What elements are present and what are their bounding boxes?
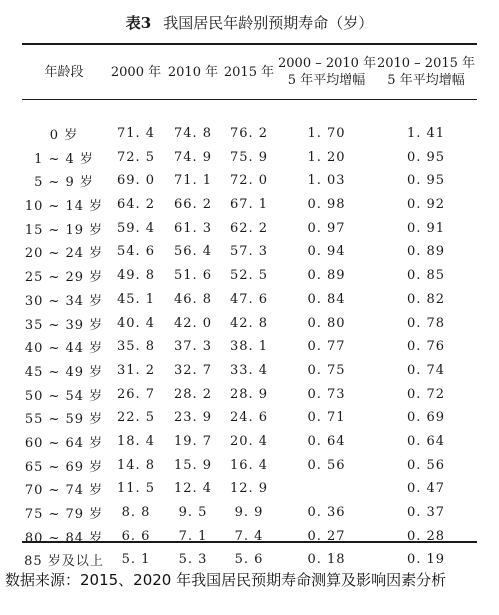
cell-increase-2000-2010: 0. 56 [307,457,346,473]
cell-value-2015: 42. 8 [229,315,269,331]
header-increase-2000-2010-label: 5 年平均增幅 [287,73,366,88]
cell-value-2015: 38. 1 [229,339,269,355]
cell-value-2000: 31. 2 [116,362,156,378]
cell-increase-2000-2010: 0. 71 [307,410,346,426]
header-year-2015: 2015 年 [223,64,275,80]
cell-increase-2000-2010: 0. 84 [307,291,346,307]
cell-age-group: 85 岁及以上 [24,554,104,570]
cell-value-2000: 26. 7 [116,386,156,402]
header-increase-2010-2015 [375,46,477,98]
table-row [22,335,477,359]
cell-age-group: 55 ~ 59 岁 [24,412,104,428]
cell-value-2000: 22. 5 [116,410,156,426]
cell-increase-2000-2010: 0. 36 [307,505,346,521]
table-body [22,98,477,572]
cell-value-2010: 42. 0 [173,315,213,331]
cell-value-2000: 6. 6 [121,528,151,544]
cell-increase-2010-2015: 0. 76 [406,339,446,355]
table-row [22,359,477,383]
header-increase-2010-2015-label: 5 年平均增幅 [387,73,465,88]
cell-increase-2010-2015: 0. 92 [406,197,446,213]
life-expectancy-table [22,46,477,572]
table-caption: 我国居民年龄别预期寿命（岁） [163,14,374,32]
cell-value-2000: 45. 1 [116,291,156,307]
cell-value-2000: 72. 5 [116,149,156,165]
cell-increase-2010-2015: 0. 37 [406,505,446,521]
cell-value-2015: 12. 9 [229,481,269,497]
cell-value-2015: 52. 5 [229,268,269,284]
table-row [22,169,477,193]
cell-increase-2000-2010: 0. 94 [307,244,346,260]
cell-age-group: 25 ~ 29 岁 [24,270,104,286]
cell-increase-2010-2015: 0. 95 [406,149,446,165]
table-row [22,382,477,406]
cell-increase-2010-2015: 0. 85 [406,268,446,284]
cell-value-2015: 76. 2 [229,126,269,142]
cell-value-2000: 8. 8 [121,505,151,521]
cell-increase-2000-2010: 1. 03 [307,173,346,189]
cell-value-2010: 28. 2 [173,386,213,402]
table-row [22,240,477,264]
cell-increase-2000-2010: 0. 75 [307,362,346,378]
table-row [22,501,477,525]
cell-increase-2000-2010: 0. 89 [307,268,346,284]
cell-age-group: 20 ~ 24 岁 [24,246,104,262]
cell-increase-2000-2010: 1. 20 [307,149,346,165]
cell-increase-2000-2010: 0. 27 [307,528,346,544]
header-increase-2010-2015-period: 2010 – 2015 年 [376,56,476,71]
cell-value-2000: 35. 8 [116,339,156,355]
cell-value-2015: 24. 6 [229,410,269,426]
source-note: 数据来源：2015、2020 年我国居民预期寿命测算及影响因素分析 [5,571,447,589]
cell-age-group: 75 ~ 79 岁 [24,507,104,523]
table-row [22,311,477,335]
cell-value-2015: 5. 6 [234,552,264,568]
table-top-rule [22,43,477,45]
cell-value-2000: 54. 6 [116,244,156,260]
cell-age-group: 40 ~ 44 岁 [24,341,104,357]
cell-increase-2010-2015: 0. 47 [406,481,446,497]
cell-age-group: 30 ~ 34 岁 [24,293,104,309]
cell-value-2000: 18. 4 [116,433,156,449]
cell-value-2015: 20. 4 [229,433,269,449]
cell-value-2015: 47. 6 [229,291,269,307]
cell-value-2010: 9. 5 [178,505,208,521]
cell-value-2000: 64. 2 [116,197,156,213]
cell-value-2015: 33. 4 [229,362,269,378]
cell-value-2015: 7. 4 [234,528,264,544]
table-row [22,122,477,146]
cell-increase-2010-2015: 0. 69 [406,410,446,426]
cell-age-group: 35 ~ 39 岁 [24,317,104,333]
cell-value-2010: 32. 7 [173,362,213,378]
cell-value-2000: 11. 5 [116,481,156,497]
cell-value-2015: 72. 0 [229,173,269,189]
cell-increase-2000-2010: 0. 64 [307,433,346,449]
cell-value-2000: 69. 0 [116,173,156,189]
header-age-group: 年龄段 [44,64,84,80]
cell-increase-2010-2015: 0. 72 [406,386,446,402]
cell-value-2010: 23. 9 [173,410,213,426]
header-spacer [22,98,477,122]
cell-value-2000: 14. 8 [116,457,156,473]
cell-value-2010: 15. 9 [173,457,213,473]
table-row [22,264,477,288]
table-header-row [22,46,477,98]
cell-value-2010: 61. 3 [173,220,213,236]
cell-value-2010: 46. 8 [173,291,213,307]
cell-increase-2000-2010: 0. 77 [307,339,346,355]
cell-age-group: 5 ~ 9 岁 [34,175,94,191]
header-increase-2000-2010 [278,46,375,98]
table-row [22,406,477,430]
cell-age-group: 10 ~ 14 岁 [24,199,104,215]
cell-value-2010: 74. 9 [173,149,213,165]
cell-increase-2010-2015: 0. 95 [406,173,446,189]
cell-value-2015: 9. 9 [234,505,264,521]
cell-value-2015: 16. 4 [229,457,269,473]
table-row [22,430,477,454]
cell-age-group: 1 ~ 4 岁 [34,151,94,167]
cell-increase-2010-2015: 0. 56 [406,457,446,473]
cell-value-2010: 37. 3 [173,339,213,355]
cell-increase-2010-2015: 0. 28 [406,528,446,544]
cell-increase-2000-2010: 0. 18 [307,552,346,568]
table-row [22,216,477,240]
cell-age-group: 15 ~ 19 岁 [24,222,104,238]
table-number: 表3 [125,14,152,32]
cell-value-2010: 66. 2 [173,197,213,213]
cell-value-2010: 74. 8 [173,126,213,142]
cell-age-group: 80 ~ 84 岁 [24,530,104,546]
cell-increase-2000-2010: 0. 98 [307,197,346,213]
cell-value-2000: 49. 8 [116,268,156,284]
cell-increase-2000-2010: 0. 97 [307,220,346,236]
cell-age-group: 60 ~ 64 岁 [24,435,104,451]
cell-increase-2000-2010 [278,477,375,501]
header-increase-2000-2010-period: 2000 – 2010 年 [278,56,377,71]
cell-increase-2010-2015: 1. 41 [406,126,446,142]
cell-age-group: 65 ~ 69 岁 [24,459,104,475]
cell-increase-2010-2015: 0. 19 [406,552,446,568]
cell-age-group: 45 ~ 49 岁 [24,364,104,380]
cell-value-2015: 57. 3 [229,244,269,260]
table-row [22,145,477,169]
cell-value-2010: 51. 6 [173,268,213,284]
cell-age-group: 0 岁 [49,128,79,144]
cell-increase-2010-2015: 0. 82 [406,291,446,307]
cell-increase-2010-2015: 0. 89 [406,244,446,260]
table-row [22,193,477,217]
cell-increase-2010-2015: 0. 64 [406,433,446,449]
cell-value-2010: 7. 1 [178,528,208,544]
cell-increase-2010-2015: 0. 91 [406,220,446,236]
cell-value-2010: 19. 7 [173,433,213,449]
cell-value-2015: 62. 2 [229,220,269,236]
cell-increase-2010-2015: 0. 78 [406,315,446,331]
cell-value-2000: 5. 1 [121,552,151,568]
cell-value-2015: 75. 9 [229,149,269,165]
cell-value-2010: 71. 1 [173,173,213,189]
table-row [22,524,477,548]
cell-value-2000: 71. 4 [116,126,156,142]
cell-value-2000: 40. 4 [116,315,156,331]
cell-increase-2000-2010: 0. 80 [307,315,346,331]
cell-value-2000: 59. 4 [116,220,156,236]
cell-age-group: 50 ~ 54 岁 [24,388,104,404]
cell-value-2015: 28. 9 [229,386,269,402]
cell-increase-2000-2010: 0. 73 [307,386,346,402]
header-year-2010: 2010 年 [167,64,219,80]
table-title [0,12,499,33]
header-year-2000: 2000 年 [110,64,162,80]
cell-value-2015: 67. 1 [229,197,269,213]
table-row [22,477,477,501]
table-row [22,453,477,477]
cell-value-2010: 56. 4 [173,244,213,260]
cell-value-2010: 12. 4 [173,481,213,497]
cell-value-2010: 5. 3 [178,552,208,568]
cell-age-group: 70 ~ 74 岁 [24,483,104,499]
cell-increase-2010-2015: 0. 74 [406,362,446,378]
table-row [22,288,477,312]
cell-increase-2000-2010: 1. 70 [307,126,346,142]
